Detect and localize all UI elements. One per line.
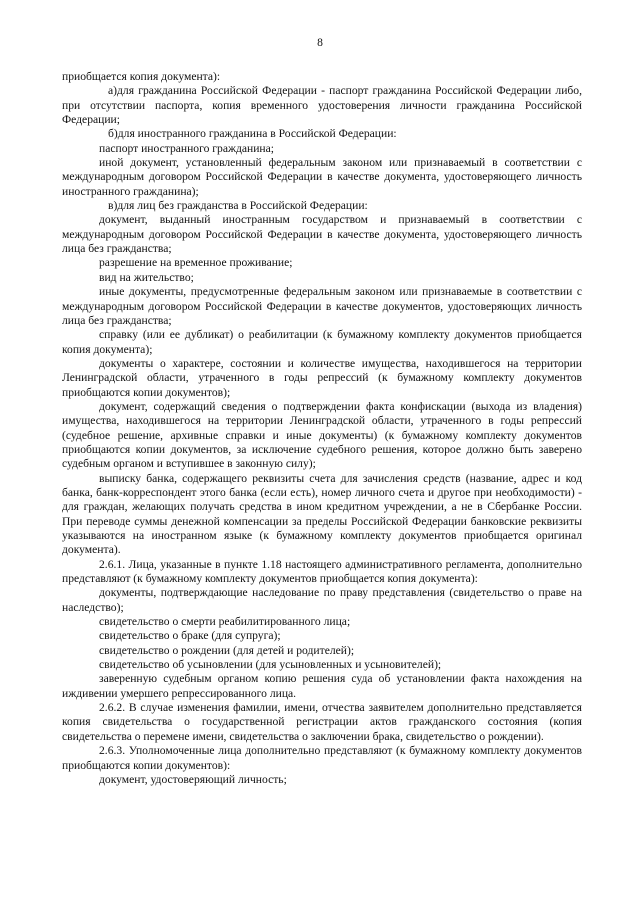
paragraph-temporary-residence: разрешение на временное проживание; <box>99 256 293 270</box>
paragraph-foreign-citizen: б)для иностранного гражданина в Российской Федерации: <box>108 127 397 141</box>
paragraph-marriage-certificate: свидетельство о браке (для супруга); <box>99 629 281 643</box>
paragraph-residence-permit: вид на жительство; <box>99 270 194 284</box>
paragraph-foreign-passport: паспорт иностранного гражданина; <box>99 141 274 155</box>
paragraph-other-identity-documents: иные документы, предусмотренные федеральным законом или признаваемые в соответствии с международным договором Российской Федерации в качестве документов, удостоверяющих личность лица без гражданства; <box>62 285 582 327</box>
paragraph-property-documents: документы о характере, состоянии и количестве имущества, находившегося на территории Ленинградской области, утраченного в годы репрессий (к бумажному комплекту документов приобщаются копии документов); <box>62 356 582 399</box>
paragraph-identity-document: документ, удостоверяющий личность; <box>99 772 287 786</box>
page-number: 8 <box>317 36 323 49</box>
paragraph-other-document: иной документ, установленный федеральным законом или признаваемый в соответствии с международным договором Российской Федерации в качестве документа, удостоверяющего личность иностранного гражданина); <box>62 156 582 198</box>
document-body <box>62 70 582 787</box>
paragraph-section-2-6-1: 2.6.1. Лица, указанные в пункте 1.18 настоящего административного регламента, дополнительно представляют (к бумажному комплекту документов приобщается копия документа): <box>62 557 582 586</box>
paragraph-bank-statement: выписку банка, содержащего реквизиты счета для зачисления средств (название, адрес и код банка, банк-корреспондент этого банка (если есть), номер личного счета и другое при необходимости) - для граждан, желающих получать средства в ином кредитном учреждении, а не в Сбербанке России. При переводе суммы денежной компенсации за пределы Российской Федерации банковские реквизиты указываются на иностранном языке (к бумажному комплекту документов приобщается оригинал документа). <box>62 471 582 557</box>
paragraph-continuation: приобщается копия документа): <box>62 70 221 83</box>
paragraph-confiscation-document: документ, содержащий сведения о подтверждении факта конфискации (выхода из владения) имущества, находившегося на территории Ленинградской области, утраченного в годы репрессий (судебное решение, архивные справки и иные документы) (к бумажному комплекту документов приобщаются копии документов, за исключение судебного решения, которое должно быть заверено судебным органом и вступившее в законную силу); <box>62 399 582 471</box>
paragraph-foreign-issued-document: документ, выданный иностранным государством и признаваемый в соответствии с международным договором Российской Федерации в качестве документа, удостоверяющего личность лица без гражданства; <box>62 213 582 256</box>
paragraph-rehabilitation-certificate: справку (или ее дубликат) о реабилитации (к бумажному комплекту документов приобщается копия документа); <box>62 328 582 356</box>
paragraph-inheritance-documents: документы, подтверждающие наследование по праву представления (свидетельство о праве на наследство); <box>62 586 582 614</box>
paragraph-stateless: в)для лиц без гражданства в Российской Федерации: <box>108 199 368 213</box>
paragraph-court-decision-copy: заверенную судебным органом копию решения суда об установлении факта нахождения на иждивении умершего репрессированного лица. <box>62 672 582 700</box>
paragraph-birth-certificate: свидетельство о рождении (для детей и родителей); <box>99 643 355 657</box>
paragraph-section-2-6-2: 2.6.2. В случае изменения фамилии, имени, отчества заявителем дополнительно представляется копия свидетельства о государственной регистрации актов гражданского состояния (копия свидетельства о перемене имени, свидетельства о заключении брака, свидетельство о рождении). <box>62 701 582 743</box>
paragraph-section-2-6-3: 2.6.3. Уполномоченные лица дополнительно представляют (к бумажному комплекту документов приобщаются копии документов): <box>62 744 582 772</box>
paragraph-adoption-certificate: свидетельство об усыновлении (для усыновленных и усыновителей); <box>99 658 442 672</box>
paragraph-death-certificate: свидетельство о смерти реабилитированного лица; <box>99 615 351 629</box>
paragraph-citizen-rf: а)для гражданина Российской Федерации - паспорт гражданина Российской Федерации либо, при отсутствии паспорта, копия временного удостоверения личности гражданина Российской Федерации; <box>62 84 582 127</box>
